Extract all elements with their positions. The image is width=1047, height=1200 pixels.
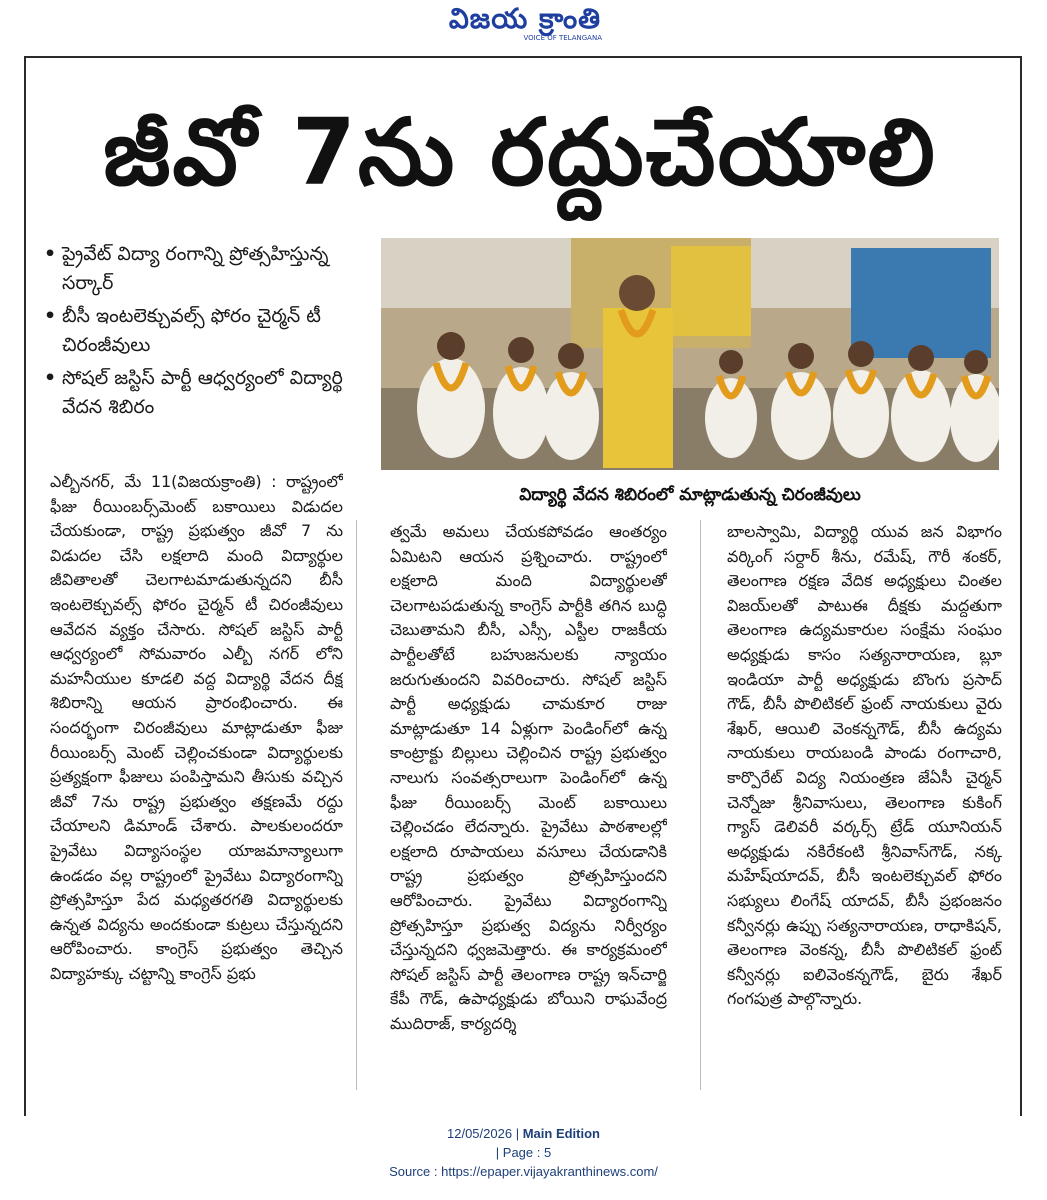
- article-frame-right: [1020, 56, 1022, 1116]
- bullet-dot-icon: •: [44, 367, 57, 389]
- column-divider: [356, 520, 357, 1090]
- footer-page: | Page : 5: [495, 1145, 552, 1160]
- page-footer: [300, 1124, 747, 1181]
- article-frame-left: [24, 56, 26, 1116]
- bullet-dot-icon: •: [44, 305, 57, 327]
- bullet-text: ప్రైవేట్ విద్యా రంగాన్ని ప్రోత్సహిస్తున్న సర్కార్: [62, 243, 329, 294]
- bullet-item: [44, 302, 374, 360]
- photo-illustration: [381, 238, 999, 470]
- article-headline: జీవో 7ను రద్దుచేయాలి: [103, 99, 937, 206]
- photo-caption: విద్యార్థి వేదన శిబిరంలో మాట్లాడుతున్న చిరంజీవులు: [519, 485, 861, 505]
- column-divider: [700, 520, 701, 1090]
- footer-date: 12/05/2026: [447, 1126, 513, 1141]
- footer-edition-line: [300, 1124, 747, 1143]
- footer-source-link[interactable]: Source : https://epaper.vijayakranthinews.com/: [389, 1164, 658, 1179]
- article-column-3: బాలస్వామి, విద్యార్థి యువ జన విభాగం వర్కింగ్ సర్దార్ శీను, రమేష్, గౌరీ శంకర్, తెలంగాణ రక్షణ వేదిక అధ్యక్షులు చింతల విజయ్‌లతో పాటుఈ దీక్షకు మద్దతుగా తెలంగాణ ఉద్యమకారుల సంక్షేమ సంఘం అధ్యక్షుడు కాసం సత్యనారాయణ, బ్లూ ఇండియా పార్టీ అధ్యక్షుడు బొంగు ప్రసాద్ గౌడ్, బీసీ పొలిటికల్ ఫ్రంట్ నాయకులు వైరు శేఖర్, ఆయిలి వెంకన్నగౌడ్, బీసీ ఉద్యమ నాయకులు రాయబండి పాండు రంగాచారి, కార్పొరేట్ విద్య నియంత్రణ జేఏసీ చైర్మన్ చెన్నోజు శ్రీనివాసులు, తెలంగాణ కుకింగ్ గ్యాస్ డెలివరీ వర్కర్స్ ట్రేడ్ యూనియన్ అధ్యక్షుడు నకిరేకంటి శ్రీనివాస్‌గౌడ్, నక్క మహేష్‌యాదవ్, బీసీ ఇంటలెక్చువల్ ఫోరం సభ్యులు లింగేష్ యాదవ్, బీసీ ప్రభంజనం కన్వీనర్లు ఉప్పు సత్యనారాయణ, రాధాకిషన్, తెలంగాణ వెంకన్న, బీసీ పొలిటికల్ ఫ్రంట్ కన్వీనర్లు ఐలివెంకన్నగౌడ్, బైరు శేఖర్ గంగపుత్ర పాల్గొన్నారు.: [727, 522, 1002, 1009]
- logo-text: విజయ క్రాంతి: [448, 2, 602, 35]
- bullet-dot-icon: •: [44, 243, 57, 265]
- event-photo: [381, 238, 999, 470]
- footer-edition: Main Edition: [522, 1126, 600, 1141]
- article-column-1: ఎల్బీనగర్, మే 11(విజయక్రాంతి) : రాష్ట్రంలో ఫీజు రీయింబర్స్‌మెంట్ బకాయిలు విడుదల చేయకుండా, రాష్ట్ర ప్రభుత్వం జీవో 7 ను విడుదల చేసి లక్షలాది మంది విద్యార్థుల జీవితాలతో చెలగాటమాడుతున్నదని బీసీ ఇంటలెక్చువల్స్ ఫోరం చైర్మన్ టీ చిరంజీవులు ఆవేదన వ్యక్తం చేసారు. సోషల్ జస్టిస్ పార్టీ ఆధ్వర్యంలో సోమవారం ఎల్బీ నగర్ లోని మహనీయుల కూడలి వద్ద విద్యార్థి వేదన దీక్ష శిబిరాన్ని ఆయన ప్రారంభించారు. ఈ సందర్భంగా చిరంజీవులు మాట్లాడుతూ ఫీజు రీయింబర్స్ మెంట్ చెల్లించకుండా విద్యార్థులకు ప్రత్యక్షంగా ఫీజులు పంపిస్తామని తీసుకు వచ్చిన జీవో 7ను రాష్ట్ర ప్రభుత్వం తక్షణమే రద్దు చేయాలని డిమాండ్ చేశారు. పాలకులందరూ ప్రైవేటు విద్యాసంస్థల యాజమాన్యాలుగా ఉండడం వల్ల రాష్ట్రంలో ప్రైవేటు విద్యారంగాన్ని ప్రోత్సహిస్తూ పేద మధ్యతరగతి విద్యార్థులకు ఉన్నత విద్యను అందకుండా కుట్రలు చేస్తున్నదని ఆరోపించారు. కాంగ్రెస్ ప్రభుత్వం తెచ్చిన విద్యాహక్కు చట్టాన్ని కాంగ్రెస్ ప్రభు: [50, 472, 343, 983]
- article-column-2: త్వమే అమలు చేయకపోవడం ఆంతర్యం ఏమిటని ఆయన ప్రశ్నించారు. రాష్ట్రంలో లక్షలాది మంది విద్యార్థులతో చెలగాటపడుతున్న కాంగ్రెస్ పార్టీకి తగిన బుద్ధి చెబుతామని బీసీ, ఎస్సీ, ఎస్టీల రాజకీయ పార్టీలతోటే బహుజనులకు న్యాయం జరుగుతుందని వివరించారు. సోషల్ జస్టిస్ పార్టీ అధ్యక్షుడు చామకూర రాజు మాట్లాడుతూ 14 ఏళ్లుగా పెండింగ్‌లో ఉన్న కాంట్రాక్టు బిల్లులు చెల్లించిన రాష్ట్ర ప్రభుత్వం నాలుగు సంవత్సరాలుగా పెండింగ్‌లో ఉన్న ఫీజు రీయింబర్స్ మెంట్ బకాయిలు చెల్లించడం లేదన్నారు. ప్రైవేటు పాఠశాలల్లో లక్షలాది రూపాయలు వసూలు చేయడానికి రాష్ట్ర ప్రభుత్వం ప్రోత్సహిస్తుందని ఆరోపించారు. ప్రైవేటు విద్యారంగాన్ని ప్రోత్సహిస్తూ ప్రభుత్వ విద్యను నిర్వీర్యం చేస్తున్నదని ధ్వజమెత్తారు. ఈ కార్యక్రమంలో సోషల్ జస్టిస్ పార్టీ తెలంగాణ రాష్ట్ర ఇన్‌చార్జి కేపీ గౌడ్, ఉపాధ్యక్షుడు బోయిని రాఘవేంద్ర ముదిరాజ్, కార్యదర్శి: [390, 522, 667, 1033]
- footer-separator: |: [515, 1126, 520, 1141]
- bullet-text: బీసీ ఇంటలెక్చువల్స్ ఫోరం చైర్మన్ టీ చిరంజీవులు: [62, 305, 321, 356]
- bullet-item: [44, 240, 374, 298]
- masthead-logo: [430, 4, 620, 46]
- bullet-text: సోషల్ జస్టిస్ పార్టీ ఆధ్వర్యంలో విద్యార్థి వేదన శిబిరం: [62, 367, 343, 418]
- bullet-item: [44, 364, 374, 422]
- highlight-bullets: [44, 240, 374, 426]
- logo-tagline: VOICE OF TELANGANA: [523, 34, 602, 42]
